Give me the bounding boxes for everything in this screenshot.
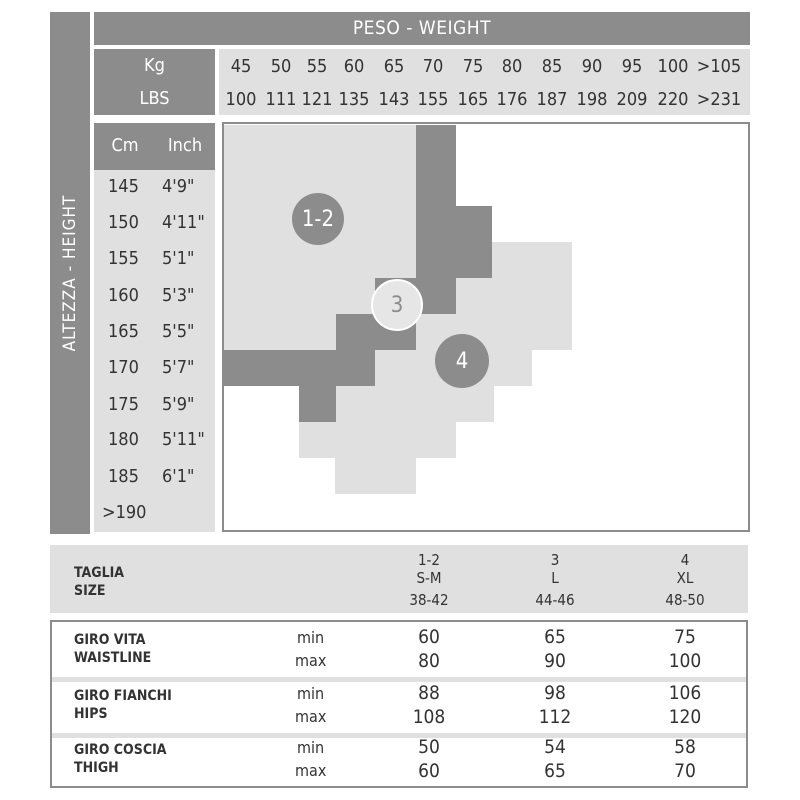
- size-1-2-badge: 1-2: [292, 193, 344, 245]
- kg-tick: 85: [541, 56, 563, 77]
- measure-name-en: THIGH: [74, 760, 119, 776]
- kg-tick: 80: [501, 56, 523, 77]
- lbs-unit-label: LBS: [139, 88, 170, 109]
- lbs-tick: 135: [338, 89, 370, 110]
- kg-tick: 70: [422, 56, 444, 77]
- lbs-tick: 121: [301, 89, 333, 110]
- min-value: 50: [418, 736, 440, 758]
- lbs-tick: 187: [536, 89, 568, 110]
- lbs-tick: 143: [378, 89, 410, 110]
- lbs-tick: 165: [457, 89, 489, 110]
- inch-tick: 4'9": [162, 176, 195, 197]
- cm-tick: 170: [108, 357, 139, 378]
- max-value: 65: [544, 760, 566, 782]
- inch-tick: 5'11": [162, 429, 205, 450]
- lbs-tick: 111: [265, 89, 297, 110]
- size-column-letter: S-M: [416, 569, 442, 587]
- size-column-number: 4: [680, 551, 690, 569]
- cm-tick: 175: [108, 394, 139, 415]
- max-label: max: [295, 651, 327, 670]
- measure-name-it: GIRO VITA: [74, 632, 146, 648]
- max-value: 100: [668, 650, 702, 672]
- height-axis-title: ALTEZZA - HEIGHT: [60, 194, 80, 352]
- measure-name-it: GIRO COSCIA: [74, 742, 167, 758]
- cm-tick: 150: [108, 212, 139, 233]
- lbs-tick: 220: [657, 89, 689, 110]
- lbs-tick: 176: [496, 89, 528, 110]
- max-value: 108: [412, 706, 446, 728]
- kg-tick: 60: [343, 56, 365, 77]
- taglia-label: TAGLIA: [74, 565, 125, 581]
- max-value: 60: [418, 760, 440, 782]
- lbs-tick: >231: [696, 89, 742, 110]
- min-label: min: [297, 738, 325, 757]
- max-value: 112: [538, 706, 572, 728]
- cm-tick: 165: [108, 321, 139, 342]
- measure-name-en: HIPS: [74, 706, 108, 722]
- kg-tick: 95: [621, 56, 643, 77]
- size-column-number: 3: [550, 551, 560, 569]
- kg-unit-label: Kg: [144, 55, 165, 76]
- min-value: 98: [544, 682, 566, 704]
- cm-tick: 180: [108, 429, 139, 450]
- size-column-letter: XL: [676, 569, 694, 587]
- kg-tick: 100: [657, 56, 689, 77]
- inch-tick: 5'1": [162, 248, 195, 269]
- cm-tick: 160: [108, 285, 139, 306]
- inch-tick: 5'7": [162, 357, 195, 378]
- measure-name-en: WAISTLINE: [74, 650, 152, 666]
- height-unit-header: [94, 123, 215, 170]
- cm-unit-label: Cm: [111, 135, 139, 156]
- inch-tick: 5'5": [162, 321, 195, 342]
- min-value: 75: [674, 626, 696, 648]
- max-value: 80: [418, 650, 440, 672]
- measure-name-it: GIRO FIANCHI: [74, 688, 172, 704]
- weight-unit-box: [94, 49, 215, 115]
- size-label: SIZE: [74, 583, 106, 599]
- lbs-tick: 100: [225, 89, 257, 110]
- kg-tick: 55: [306, 56, 328, 77]
- lbs-tick: 155: [417, 89, 449, 110]
- max-value: 70: [674, 760, 696, 782]
- min-value: 106: [668, 682, 702, 704]
- min-value: 60: [418, 626, 440, 648]
- max-value: 90: [544, 650, 566, 672]
- inch-tick: 5'9": [162, 394, 195, 415]
- weight-header: PESO - WEIGHT: [94, 12, 750, 45]
- kg-tick: >105: [696, 56, 742, 77]
- inch-tick: 5'3": [162, 285, 195, 306]
- size-column-number: 1-2: [417, 551, 441, 569]
- size-column-range: 38-42: [409, 591, 449, 609]
- inch-tick: 4'11": [162, 212, 205, 233]
- min-value: 54: [544, 736, 566, 758]
- size-column-range: 44-46: [535, 591, 575, 609]
- max-value: 120: [668, 706, 702, 728]
- min-label: min: [297, 684, 325, 703]
- min-value: 58: [674, 736, 696, 758]
- min-label: min: [297, 628, 325, 647]
- max-label: max: [295, 761, 327, 780]
- cm-tick: 185: [108, 466, 139, 487]
- max-label: max: [295, 707, 327, 726]
- size-3-badge: 3: [371, 279, 423, 331]
- inch-unit-label: Inch: [167, 135, 203, 156]
- kg-tick: 50: [270, 56, 292, 77]
- kg-tick: 65: [383, 56, 405, 77]
- min-value: 65: [544, 626, 566, 648]
- cm-tick: 155: [108, 248, 139, 269]
- size-column-range: 48-50: [665, 591, 705, 609]
- lbs-tick: 198: [576, 89, 608, 110]
- size-4-badge: 4: [435, 334, 489, 388]
- kg-tick: 75: [462, 56, 484, 77]
- kg-tick: 90: [581, 56, 603, 77]
- min-value: 88: [418, 682, 440, 704]
- cm-tick: >190: [102, 502, 147, 523]
- size-column-letter: L: [551, 569, 559, 587]
- cm-tick: 145: [108, 176, 139, 197]
- size-grid: [222, 122, 750, 532]
- kg-tick: 45: [230, 56, 252, 77]
- inch-tick: 6'1": [162, 466, 195, 487]
- lbs-tick: 209: [616, 89, 648, 110]
